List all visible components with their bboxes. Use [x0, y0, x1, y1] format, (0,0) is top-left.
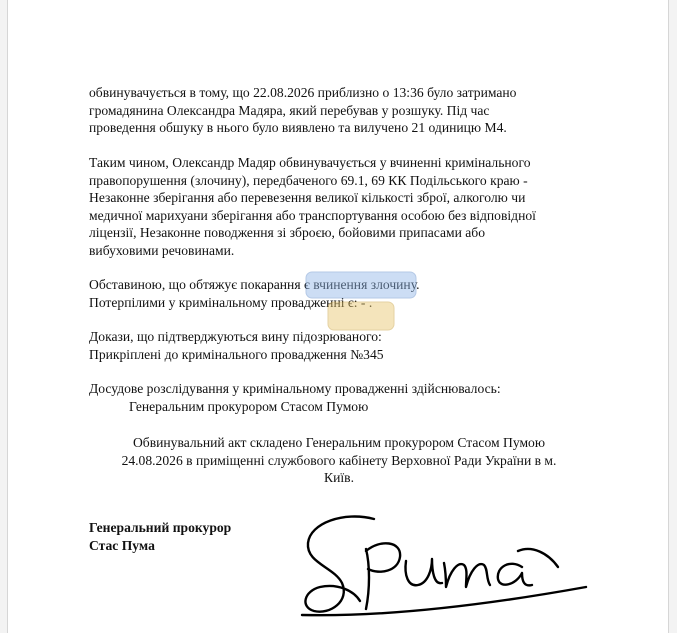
- text-line: Прикріплені до кримінального провадження №345: [89, 346, 384, 362]
- text-line: Незаконне зберігання або перевезення великої кількості зброї, алкоголю чи: [89, 190, 526, 206]
- text-line: Докази, що підтверджуються вину підозрюваного:: [89, 329, 382, 344]
- signatory-title: Генеральний прокурор: [89, 520, 232, 535]
- text-line: Обвинувальний акт складено Генеральним прокурором Стасом Пумою: [132, 435, 545, 450]
- signatory-block: [89, 519, 231, 555]
- text-line: правопорушення (злочину), передбаченого 69.1, 69 КК Подільського краю -: [89, 172, 528, 188]
- text-line: 24.08.2026 в приміщенні службового кабінету Верховної Ради України в м.: [121, 452, 557, 468]
- watermark-logo: [286, 262, 436, 342]
- paragraph-investigation: [89, 380, 589, 415]
- text-line: обвинувачується в тому, що 22.08.2026 приблизно о 13:36 було затримано: [89, 85, 517, 100]
- text-line: проведення обшуку в нього було виявлено та вилучено 21 одиницю М4.: [89, 120, 507, 136]
- text-line: Київ.: [324, 470, 354, 486]
- handwritten-signature: [296, 505, 606, 627]
- text-line: медичної марихуани зберігання або транспортування особою без відповідної: [89, 207, 536, 223]
- paragraph-act-compiled: [89, 434, 589, 487]
- text-line: Обставиною, що обтяжує покарання є вчинення злочину.: [89, 277, 420, 292]
- text-line: Досудове розслідування у кримінальному провадженні здійснювалось:: [89, 381, 501, 396]
- text-line-indented: Генеральним прокурором Стасом Пумою: [129, 398, 369, 414]
- document-page: [7, 0, 669, 633]
- paragraph-accusation: [89, 84, 589, 137]
- text-line: вибуховими речовинами.: [89, 242, 235, 258]
- text-line: ліцензії, Незаконне поводження зі зброєю, бойовими припасами або: [89, 225, 486, 241]
- text-line: Потерпілими у кримінальному провадженні є: - .: [89, 294, 373, 310]
- text-line: Таким чином, Олександр Мадяр обвинувачується у вчиненні кримінального: [89, 155, 531, 170]
- signatory-name: Стас Пума: [89, 538, 155, 553]
- text-line: громадянина Олександра Мадяра, який перебував у розшуку. Під час: [89, 102, 490, 118]
- paragraph-charges: [89, 154, 589, 260]
